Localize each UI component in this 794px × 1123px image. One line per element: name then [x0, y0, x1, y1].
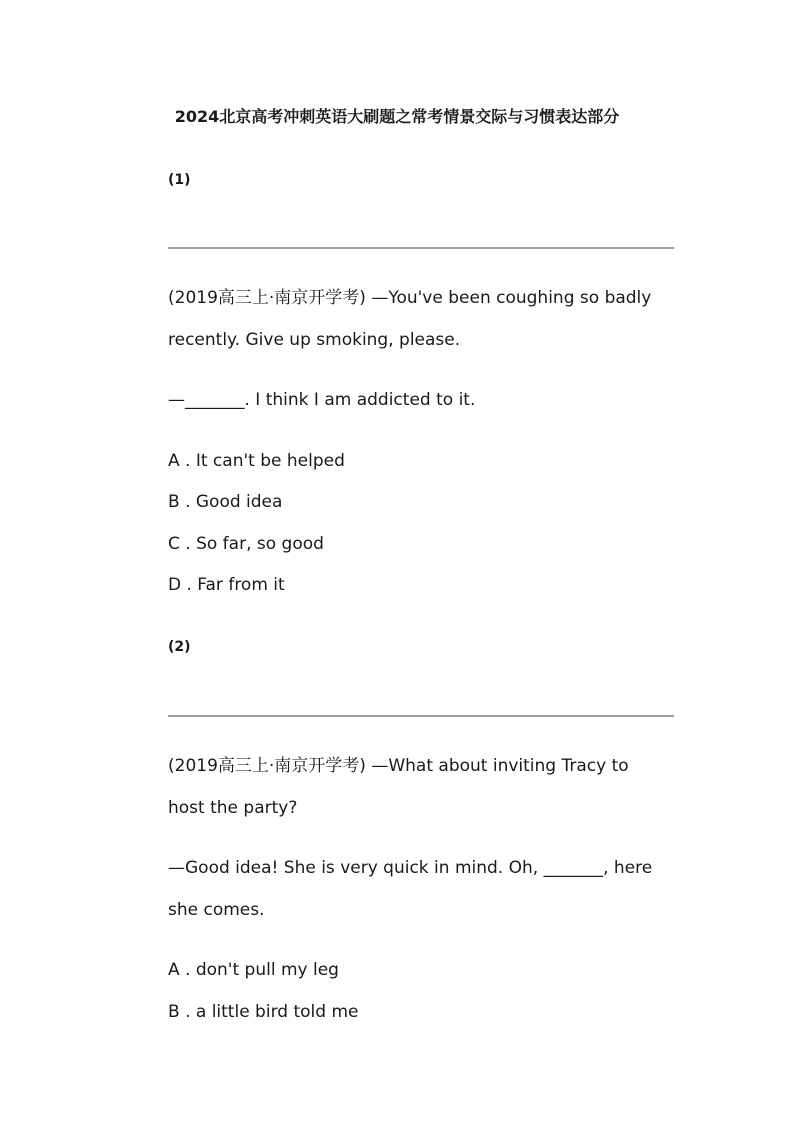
question-number: (2) — [168, 639, 191, 655]
question-stem-line: —_______. I think I am addicted to it. — [168, 390, 476, 410]
question-stem-line: (2019高三上·南京开学考) —What about inviting Tracy to — [168, 756, 629, 776]
question-stem-line: host the party? — [168, 798, 298, 818]
page-title: 2024北京高考冲刺英语大刷题之常考情景交际与习惯表达部分 — [174, 107, 620, 126]
question-stem-line: —Good idea! She is very quick in mind. Oh, _______, here — [168, 858, 653, 878]
question-number: (1) — [168, 172, 191, 188]
question-stem-line: (2019高三上·南京开学考) —You've been coughing so badly — [168, 288, 652, 308]
option-a[interactable]: A . don't pull my leg — [168, 960, 339, 980]
option-c[interactable]: C . So far, so good — [168, 534, 324, 554]
question-stem-line: she comes. — [168, 900, 265, 920]
divider — [168, 247, 674, 249]
option-a[interactable]: A . It can't be helped — [168, 451, 345, 471]
question-stem-line: recently. Give up smoking, please. — [168, 330, 461, 350]
option-d[interactable]: D . Far from it — [168, 575, 285, 595]
divider — [168, 715, 674, 717]
option-b[interactable]: B . a little bird told me — [168, 1002, 359, 1022]
option-b[interactable]: B . Good idea — [168, 492, 283, 512]
